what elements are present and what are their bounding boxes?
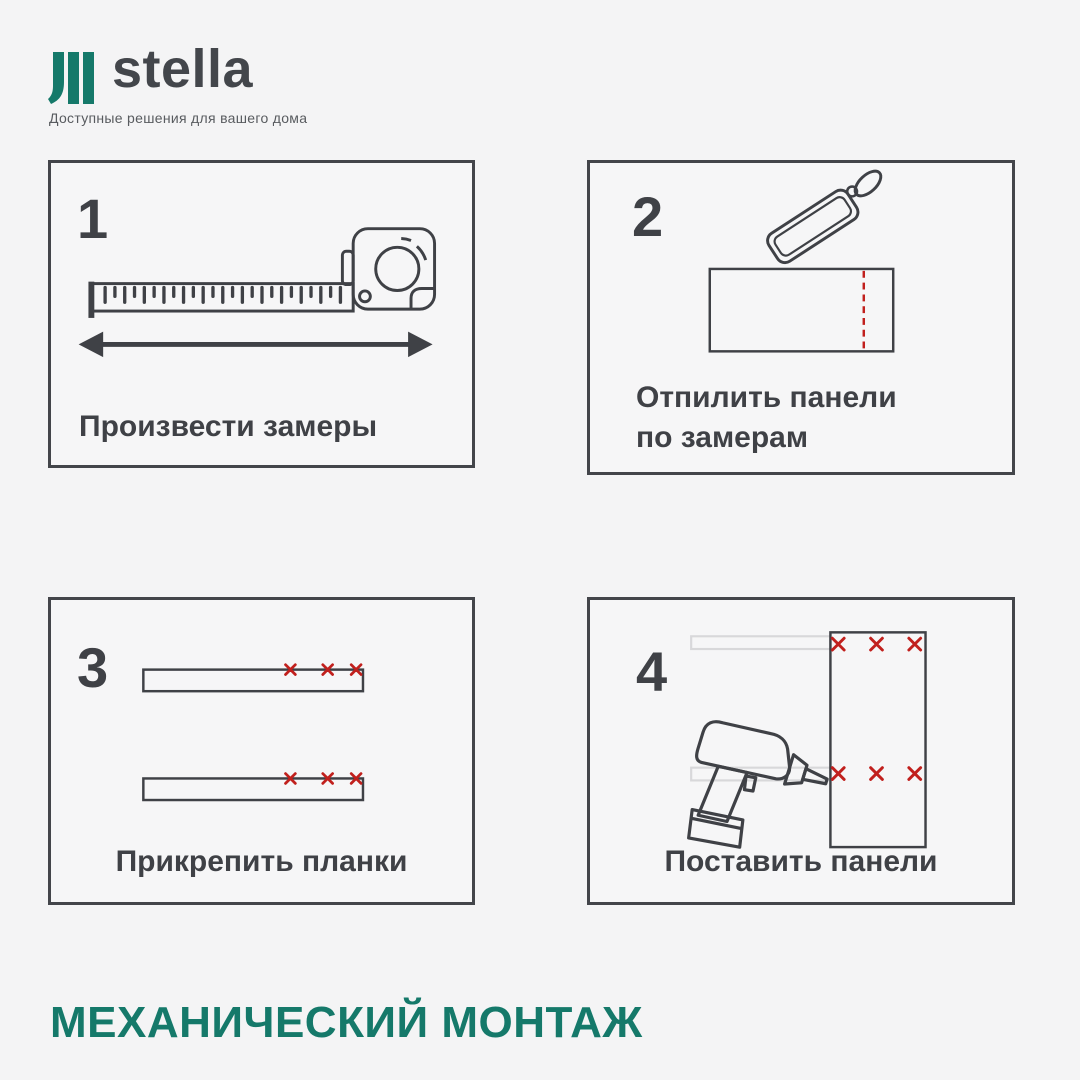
page-title: МЕХАНИЧЕСКИЙ МОНТАЖ (50, 998, 643, 1047)
brand-tagline: Доступные решения для вашего дома (49, 110, 308, 126)
step-4-number: 4 (636, 640, 668, 703)
brand-name: stella (112, 39, 254, 99)
step-2-caption: Отпилить панели по замерам (636, 381, 897, 455)
step-4-caption: Поставить панели (664, 845, 938, 879)
step-3-box (48, 597, 475, 905)
hacksaw-icon (764, 165, 894, 266)
step-1-box (48, 160, 475, 468)
panel-outline (710, 269, 893, 351)
step-2-box (587, 160, 1015, 475)
step-4-box (587, 597, 1015, 905)
step-2-number: 2 (632, 185, 664, 248)
screw-x-marks (286, 665, 362, 784)
wall-strip (691, 636, 830, 649)
screw-x-marks (832, 638, 920, 779)
step-3-caption: Прикрепить планки (115, 845, 408, 879)
measure-arrow-icon (79, 332, 433, 357)
panel-outline (830, 632, 925, 847)
step-3-number: 3 (77, 636, 109, 699)
step-1-caption: Произвести замеры (79, 410, 378, 444)
stella-logo-mark-icon (48, 52, 94, 104)
step-1-number: 1 (77, 187, 109, 250)
